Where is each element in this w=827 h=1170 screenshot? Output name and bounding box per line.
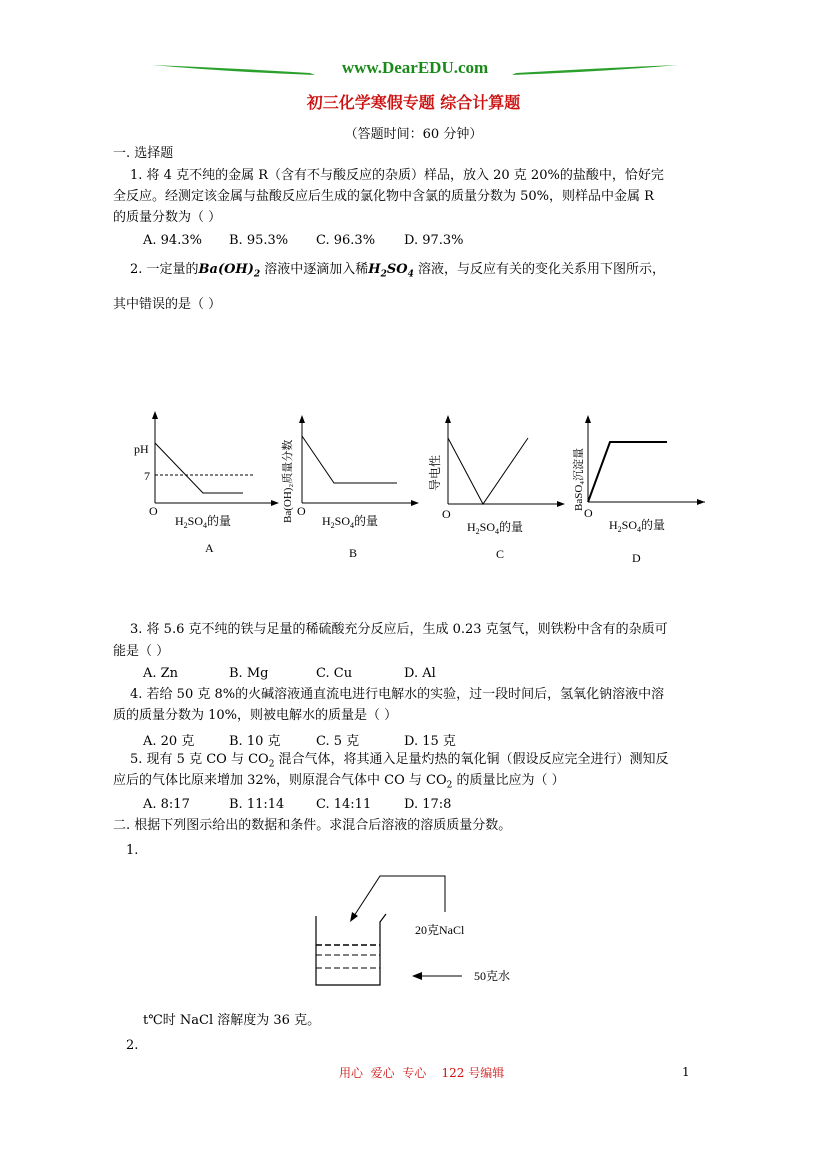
q4-option-c: C. 5 克 [316, 734, 360, 749]
section2-heading: 二. 根据下列图示给出的数据和条件。求混合后溶液的溶质质量分数。 [113, 818, 512, 833]
graph-b-letter: B [349, 546, 358, 560]
q4-option-b: B. 10 克 [229, 734, 281, 749]
q2-prefix: 2. 一定量的 [130, 262, 199, 277]
section1-heading: 一. 选择题 [113, 146, 174, 161]
answer-time: （答题时间：60 分钟） [344, 127, 483, 142]
graph-d-letter: D [632, 551, 641, 565]
q1-option-d: D. 97.3% [404, 233, 464, 248]
q2-mid: 溶液中逐滴加入稀 [260, 262, 369, 277]
page-title: 初三化学寒假专题 综合计算题 [306, 93, 521, 112]
graph-b-ylabel: Ba(OH)₂质量分数 [282, 439, 294, 523]
q3-line1: 3. 将 5.6 克不纯的铁与足量的稀硫酸充分反应后，生成 0.23 克氢气，则铁粉中含有的杂质可 [130, 622, 668, 637]
q5-line1: 5. 现有 5 克 CO 与 $CO_2$ 混合气体，将其通入足量灼热的氧化铜（假设反应完全进行）测知反 [130, 752, 669, 770]
q5-line2: 应后的气体比原来增加 32%，则原混合气体中 CO 与 $CO_2$ 的质量比应为（ ） [113, 773, 565, 791]
graph-c [427, 415, 565, 561]
graph-a-origin: O [149, 504, 158, 518]
graph-c-letter: C [496, 547, 505, 561]
graph-b-origin: O [297, 504, 306, 518]
q1-option-c: C. 96.3% [316, 233, 376, 248]
graph-c-ylabel: 导电性 [428, 454, 442, 491]
graph-d-xlabel: $H_2SO_4$的量 [609, 518, 666, 534]
graph-c-xlabel: $H_2SO_4$的量 [467, 520, 524, 536]
q3-option-d: D. Al [404, 666, 436, 681]
q1-line1: 1. 将 4 克不纯的金属 R（含有不与酸反应的杂质）样品，放入 20 克 20%的盐酸中，恰好完 [130, 168, 664, 183]
section2-item2: 2. [126, 1038, 139, 1053]
footer-slogan: 用心 爱心 专心 122 号编辑 [339, 1066, 505, 1080]
graph-a-ylabel: pH [134, 442, 149, 456]
graph-d-curve [588, 442, 667, 502]
q3-option-c: C. Cu [316, 666, 353, 681]
q1-option-a: A. 94.3% [143, 233, 202, 248]
q3-option-a: A. Zn [143, 666, 179, 681]
nacl-arrow-line [354, 876, 445, 916]
q4-option-a: A. 20 克 [143, 734, 195, 749]
graph-d [571, 415, 705, 565]
water-label: 50克水 [474, 969, 511, 983]
section2-item1: 1. [126, 843, 139, 858]
graph-a-letter: A [205, 541, 214, 555]
q4-line1: 4. 若给 50 克 8%的火碱溶液通直流电进行电解水的实验，过一段时间后，氢氧化钠溶液中溶 [130, 687, 665, 702]
q4-line2: 质的质量分数为 10%，则被电解水的质量是（ ） [113, 708, 398, 723]
site-header [150, 56, 680, 82]
graph-a-curve [155, 443, 243, 493]
page-number: 1 [682, 1065, 690, 1079]
water-arrowhead [412, 972, 422, 980]
q3-option-b: B. Mg [229, 666, 269, 681]
nacl-arrowhead [350, 912, 358, 922]
q3-line2: 能是（ ） [113, 644, 170, 659]
graph-a-seven: 7 [144, 469, 150, 483]
beaker-diagram [300, 870, 550, 1005]
graph-a-xlabel: $H_2SO_4$的量 [175, 514, 232, 530]
q5-option-b: B. 11:14 [229, 797, 285, 812]
graph-d-origin: O [584, 506, 593, 520]
graph-b-xlabel: $H_2SO_4$的量 [322, 514, 379, 530]
q5-option-c: C. 14:11 [316, 797, 372, 812]
graph-c-curve [448, 438, 528, 504]
beaker [316, 914, 386, 985]
q1-line3: 的质量分数为（ ） [113, 210, 222, 225]
graph-b-curve [302, 436, 397, 483]
q1-option-b: B. 95.3% [229, 233, 289, 248]
graphs-figure [125, 405, 705, 570]
q2-suffix: 溶液，与反应有关的变化关系用下图所示， [413, 262, 665, 277]
graph-b [280, 415, 419, 560]
q5-option-a: A. 8:17 [143, 797, 190, 812]
q1-line2: 全反应。经测定该金属与盐酸反应后生成的氯化物中含氯的质量分数为 50%，则样品中金属 R [113, 189, 654, 204]
q4-option-d: D. 15 克 [404, 734, 456, 749]
q2-formula-h2so4: $H_2SO_4$ [368, 262, 414, 280]
q2-formula-ba: $Ba(OH)_2$ [198, 262, 261, 280]
graph-c-origin: O [442, 507, 451, 521]
nacl-label: 20克NaCl [415, 923, 465, 937]
solubility-note: t℃时 NaCl 溶解度为 36 克。 [143, 1013, 321, 1028]
q2-line2: 其中错误的是（ ） [113, 297, 222, 312]
site-url[interactable]: www.DearEDU.com [341, 58, 489, 77]
q2-line1 [130, 262, 665, 283]
graph-d-ylabel: BaSO₄沉淀量 [573, 447, 585, 511]
graph-a [134, 411, 279, 555]
q5-option-d: D. 17:8 [404, 797, 452, 812]
